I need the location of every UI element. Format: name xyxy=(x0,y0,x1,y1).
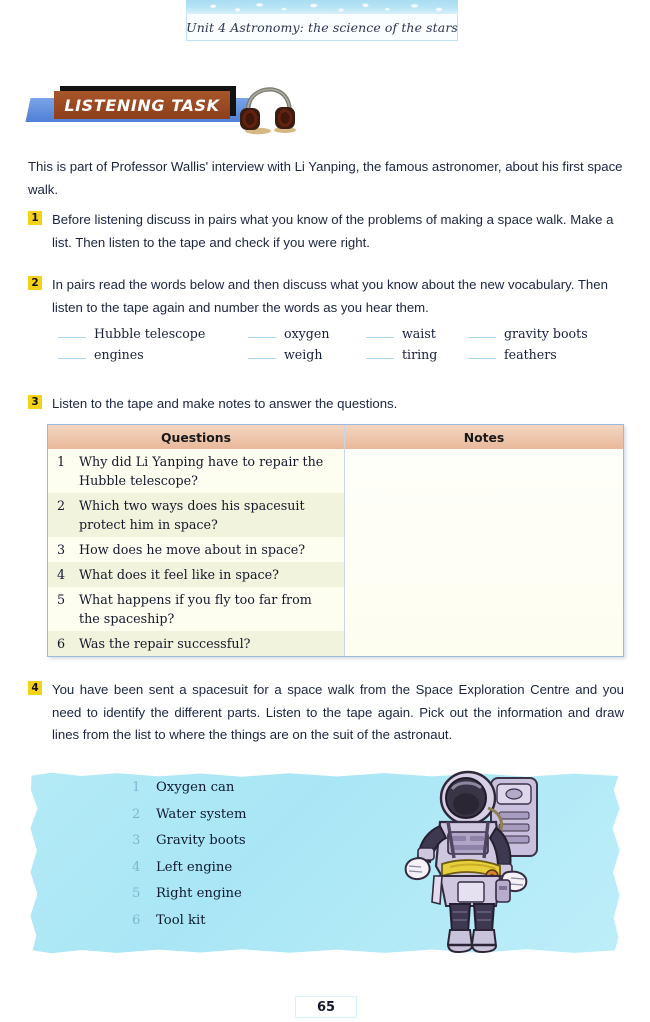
question-number: 4 xyxy=(57,567,66,583)
part-label: Tool kit xyxy=(156,912,206,928)
task-1-text: Before listening discuss in pairs what you know of the problems of making a space walk. Make a list. Then listen to the tape and check if you were right. xyxy=(52,212,614,250)
table-header-notes: Notes xyxy=(463,429,505,445)
vocab-blank-line[interactable] xyxy=(366,347,394,359)
spacesuit-part-item[interactable] xyxy=(132,886,342,901)
vocab-word: tiring xyxy=(402,347,438,362)
question-text: Why did Li Yanping have to repair the Hubble telescope? xyxy=(79,454,324,489)
question-text: Which two ways does his spacesuit protect him in space? xyxy=(79,498,305,533)
vocab-word: feathers xyxy=(504,347,557,362)
vocab-word: weigh xyxy=(284,347,323,362)
task-4-number: 4 xyxy=(28,681,42,695)
notes-column[interactable] xyxy=(345,449,623,656)
intro-paragraph: This is part of Professor Wallis' interview with Li Yanping, the famous astronomer, about his first space walk. xyxy=(28,159,623,197)
vocab-word: waist xyxy=(402,326,436,341)
question-number: 2 xyxy=(57,498,66,514)
question-text: What does it feel like in space? xyxy=(79,567,279,583)
table-body xyxy=(48,449,623,656)
vocab-blank-line[interactable] xyxy=(248,347,276,359)
astronaut-illustration xyxy=(396,760,586,956)
vocab-blank-line[interactable] xyxy=(248,326,276,338)
question-number: 3 xyxy=(57,542,66,558)
vocabulary-item[interactable] xyxy=(366,326,468,341)
page-number: 65 xyxy=(295,996,357,1018)
vocab-blank-line[interactable] xyxy=(58,347,86,359)
question-text: Was the repair successful? xyxy=(79,636,251,652)
question-text: How does he move about in space? xyxy=(79,542,306,558)
table-row xyxy=(48,449,344,493)
part-label: Gravity boots xyxy=(156,833,246,848)
table-row xyxy=(48,493,344,537)
banner-box xyxy=(54,91,230,119)
part-label: Water system xyxy=(156,806,247,822)
table-row xyxy=(48,587,344,631)
table-header-questions: Questions xyxy=(48,425,345,449)
spacesuit-part-item[interactable] xyxy=(132,780,342,795)
spacesuit-part-item[interactable] xyxy=(132,860,342,875)
part-number: 3 xyxy=(132,833,141,848)
vocab-word: Hubble telescope xyxy=(94,326,206,341)
part-number: 1 xyxy=(132,780,141,795)
spacesuit-part-item[interactable] xyxy=(132,833,342,848)
questions-notes-table xyxy=(47,424,624,657)
part-number: 5 xyxy=(132,886,141,901)
task-3 xyxy=(28,393,624,416)
part-label: Oxygen can xyxy=(156,780,235,795)
unit-header-bar xyxy=(186,14,458,41)
task-3-text: Listen to the tape and make notes to answer the questions. xyxy=(52,396,398,411)
vocabulary-item[interactable] xyxy=(468,347,598,362)
vocab-blank-line[interactable] xyxy=(468,326,496,338)
part-label: Right engine xyxy=(156,886,242,901)
unit-title: Unit 4 Astronomy: the science of the stars xyxy=(186,19,458,35)
part-number: 2 xyxy=(132,806,141,822)
spacesuit-part-item[interactable] xyxy=(132,807,342,822)
notes-cell[interactable] xyxy=(345,479,623,485)
question-number: 6 xyxy=(57,636,66,652)
task-2-number: 2 xyxy=(28,276,42,290)
spacesuit-panel xyxy=(28,772,622,954)
vocabulary-item[interactable] xyxy=(58,347,248,362)
question-text: What happens if you fly too far from the spaceship? xyxy=(79,592,312,627)
task-4-text: You have been sent a spacesuit for a space walk from the Space Exploration Centre and you need to identify the different parts. Listen to the tape again. Pick out the information and draw lines from the list to where the things are on the suit of the astronaut. xyxy=(52,682,624,743)
task-2 xyxy=(28,274,624,319)
question-number: 5 xyxy=(57,592,66,608)
table-row xyxy=(48,562,344,587)
vocab-word: engines xyxy=(94,347,144,362)
task-4 xyxy=(28,679,624,747)
task-2-text: In pairs read the words below and then discuss what you know about the new vocabulary. Then listen to the tape again and number the words as you hear them. xyxy=(52,277,608,315)
vocab-word: gravity boots xyxy=(504,326,588,341)
task-3-number: 3 xyxy=(28,395,42,409)
table-header-row xyxy=(48,425,623,449)
vocab-blank-line[interactable] xyxy=(58,326,86,338)
headphones-icon xyxy=(234,84,300,136)
vocab-blank-line[interactable] xyxy=(366,326,394,338)
table-row xyxy=(48,631,344,656)
bubble-decoration xyxy=(186,0,458,14)
vocabulary-item[interactable] xyxy=(468,326,598,341)
vocabulary-item[interactable] xyxy=(58,326,248,341)
part-label: Left engine xyxy=(156,859,233,875)
spacesuit-part-item[interactable] xyxy=(132,913,342,928)
vocab-blank-line[interactable] xyxy=(468,347,496,359)
task-1-number: 1 xyxy=(28,211,42,225)
task-1 xyxy=(28,209,624,254)
vocab-word: oxygen xyxy=(284,326,330,341)
unit-running-header xyxy=(186,0,458,41)
table-row xyxy=(48,537,344,562)
vocabulary-item[interactable] xyxy=(366,347,468,362)
vocabulary-list xyxy=(58,326,598,362)
question-number: 1 xyxy=(57,454,66,469)
part-number: 4 xyxy=(132,859,141,875)
questions-column xyxy=(48,449,345,656)
vocabulary-item[interactable] xyxy=(248,347,366,362)
listening-task-banner xyxy=(28,84,308,130)
banner-title: LISTENING TASK xyxy=(64,95,220,115)
part-number: 6 xyxy=(132,912,141,928)
vocabulary-item[interactable] xyxy=(248,326,366,341)
spacesuit-parts-list xyxy=(132,780,342,939)
